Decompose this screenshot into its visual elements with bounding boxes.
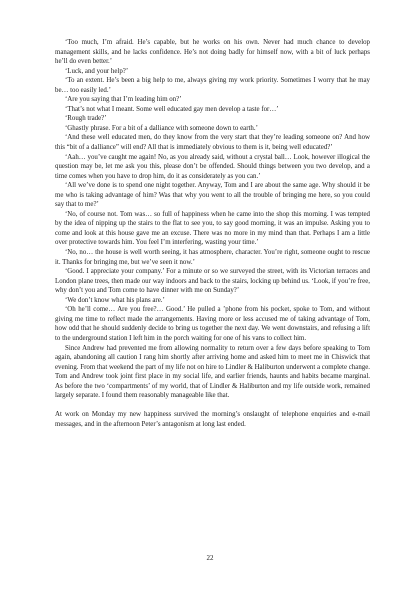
paragraph: ‘No, no… the house is well worth seeing, it has atmosphere, character. You’re right, someone ought to rescue it. Thanks for bringing me, but we’ve seen it now.’: [55, 249, 370, 266]
paragraph: ‘Too much, I’m afraid. He’s capable, but he works on his own. Never had much chance to develop management skills, and he lacks confidence. He’s not doing badly for himself now, with a bit of luck perhaps he’ll do even better.’: [55, 39, 370, 66]
paragraph: Since Andrew had prevented me from allowing normality to return over a few days before speaking to Tom again, abandoning all caution I rang him shortly after arriving home and asked him to meet me in Chiswick that evening. From that weekend the part of my life not on hire to Lindler & Haliburton underwent a complete change. Tom and Andrew took joint first place in my social life, and earlier friends, haunts and habits became marginal. As before the two ‘compartments’ of my world, that of Lindler & Haliburton and my life outside work, remained largely separate. I found them reasonably manageable like that.: [55, 344, 370, 400]
paragraph: ‘Rough trade?’: [65, 115, 107, 123]
paragraph: ‘Luck, and your help?’: [65, 67, 129, 75]
paragraph: ‘And these well educated men, do they know from the very start that they’re leading someone on? And how this “bit of a dalliance” will end? All that is immediately obvious to them is it, being well educated?’: [55, 134, 370, 152]
paragraph: ‘Aah… you’ve caught me again! No, as you already said, without a crystal ball… Look, however illogical the question may be, let me ask you this, please don’t be offended. Should things between you two develop, and a time comes when you have to drop him, do it as considerately as you can.’: [55, 153, 370, 180]
paragraph: ‘To an extent. He’s been a big help to me, always giving my work priority. Sometimes I worry that he may be… too easily led.’: [55, 77, 370, 94]
paragraph: ‘Oh he’ll come… Are you free?… Good.’ He pulled a ’phone from his pocket, spoke to Tom, and without giving me time to reflect made the arrangements. Having more or less accused me of taking advantage of Tom, how odd that he should suddenly decide to bring us together the next day. We went downstairs, and refusing a lift to the underground station I left him in the porch waiting for one of his vans to collect him.: [55, 306, 370, 342]
paragraph: ‘Good. I appreciate your company.’ For a minute or so we surveyed the street, with its Victorian terraces and London plane trees, then made our way indoors and back to the stairs, locking up behind us. ‘Look, if you’re free, why don’t you and Tom come to have dinner with me on Sunday?’: [55, 268, 370, 295]
paragraph: ‘Are you saying that I’m leading him on?’: [65, 96, 182, 104]
body-text: [55, 38, 370, 429]
paragraph: ‘That’s not what I meant. Some well educated gay men develop a taste for…’: [65, 105, 279, 113]
paragraph: ‘No, of course not. Tom was… so full of happiness when he came into the shop this morning. I was tempted by the idea of nipping up the stairs to the flat to see you, to say good morning, it was an impulse. Asking you to come and look at this house gave me an excuse. There was no more in my mind than that. Perhaps I am a little over protective towards him. You feel I’m interfering, wasting your time.’: [55, 210, 370, 247]
paragraph: At work on Monday my new happiness survived the morning’s onslaught of telephone enquiries and e-mail messages, and in the afternoon Peter’s antagonism at long last ended.: [55, 411, 370, 428]
paragraph: ‘We don’t know what his plans are.’: [65, 296, 165, 304]
page-number: 22: [206, 554, 214, 562]
paragraph: ‘All we’ve done is to spend one night together. Anyway, Tom and I are about the same age. Why should it be me who is taking advantage of him? Was that why you went to all the trouble of bringing me here, so you could say that to me?’: [55, 182, 370, 209]
paragraph: ‘Ghastly phrase. For a bit of a dalliance with someone down to earth.’: [65, 124, 258, 132]
